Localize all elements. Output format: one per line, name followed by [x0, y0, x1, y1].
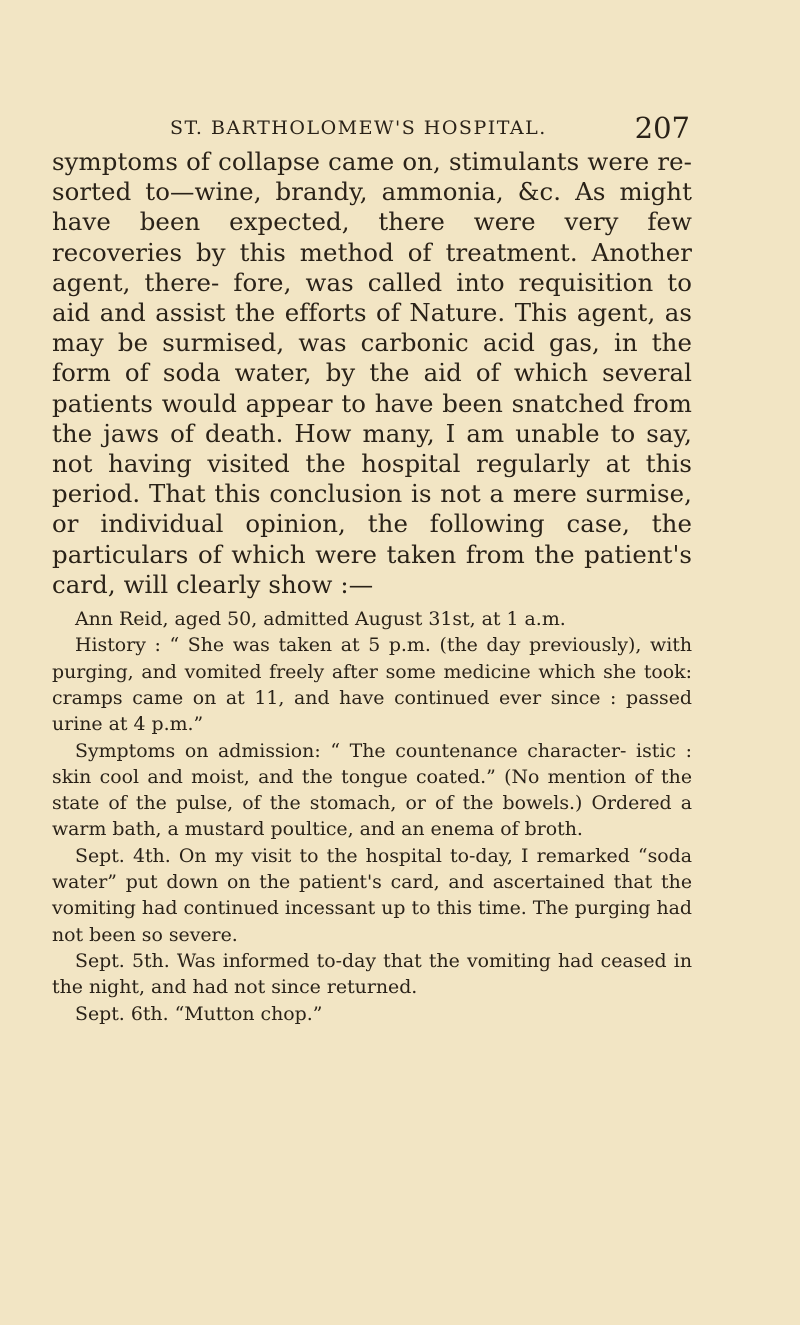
case-record	[52, 606, 692, 1027]
case-entry-sept-4: Sept. 4th. On my visit to the hospital to-day, I remarked “soda water” put down on the patient's card, and ascertained that the vomiting had continued incessant up to this time. The purging had not been so severe.	[52, 844, 692, 946]
main-paragraph: symptoms of collapse came on, stimulants were re- sorted to—wine, brandy, ammonia, &c. As might have been expected, there were very few recoveries by this method of treatment. Another agent, there- fore, was called into requisition to aid and assist the efforts of Nature. This agent, as may be surmised, was carbonic acid gas, in the form of soda water, by the aid of which several patients would appear to have been snatched from the jaws of death. How many, I am unable to say, not having visited the hospital regularly at this period. That this conclusion is not a mere surmise, or individual opinion, the following case, the particulars of which were taken from the patient's card, will clearly show :—	[52, 147, 692, 599]
page-header	[170, 110, 690, 146]
case-entry-sept-5: Sept. 5th. Was informed to-day that the vomiting had ceased in the night, and had not since returned.	[52, 949, 692, 999]
running-head: ST. BARTHOLOMEW'S HOSPITAL.	[170, 117, 547, 139]
case-entry-sept-6: Sept. 6th. “Mutton chop.”	[75, 1002, 323, 1025]
case-symptoms: Symptoms on admission: “ The countenance character- istic : skin cool and moist, and the tongue coated.” (No mention of the state of the pulse, of the stomach, or of the bowels.) Ordered a warm bath, a mustard poultice, and an enema of broth.	[52, 739, 692, 841]
case-history: History : “ She was taken at 5 p.m. (the day previously), with purging, and vomited freely after some medicine which she took: cramps came on at 11, and have continued ever since : passed urine at 4 p.m.”	[52, 634, 692, 736]
page-number: 207	[634, 111, 690, 145]
body-text	[52, 147, 692, 1027]
case-admission: Ann Reid, aged 50, admitted August 31st, at 1 a.m.	[75, 608, 566, 631]
